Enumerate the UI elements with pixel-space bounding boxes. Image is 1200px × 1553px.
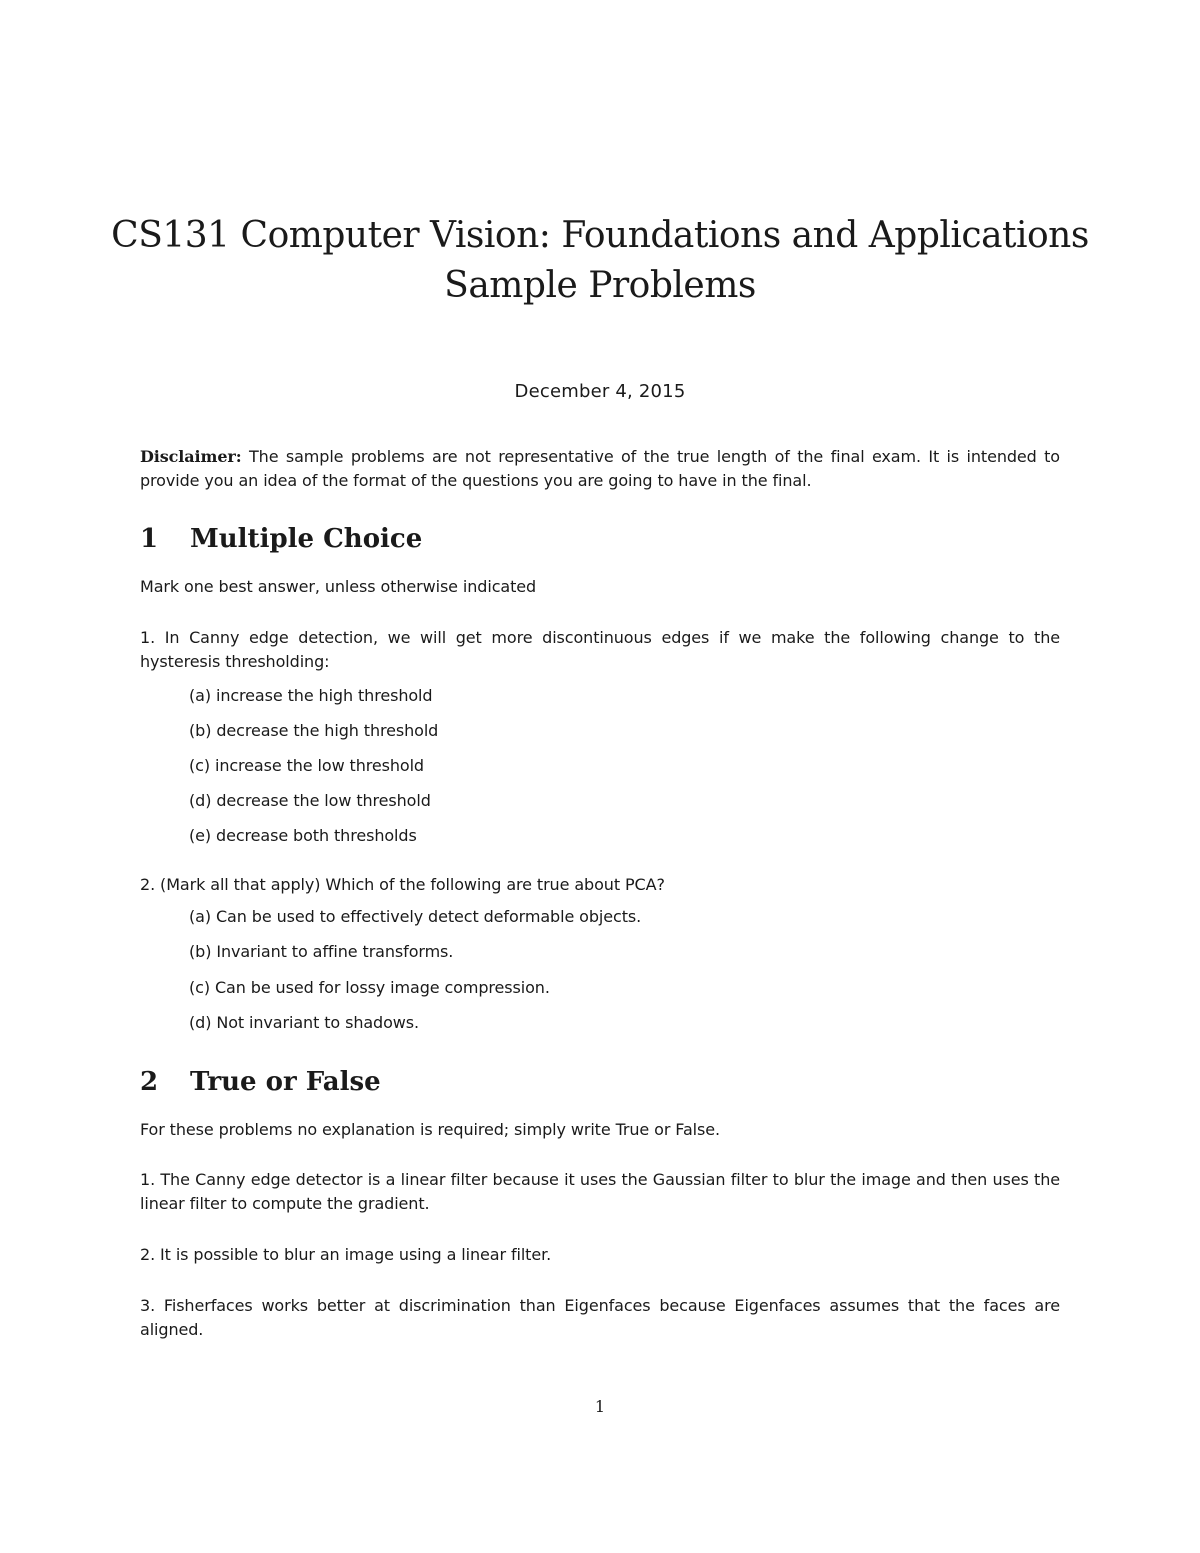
document-title: CS131 Computer Vision: Foundations and Applications [111, 215, 1089, 256]
disclaimer-text: The sample problems are not representative of the true length of the final exam. It is intended to provide you an idea of the format of the questions you are going to have in the final. [140, 447, 1060, 490]
option-item: (d) Not invariant to shadows. [189, 1013, 420, 1032]
section-heading-true-or-false [140, 1067, 381, 1098]
section-title: Multiple Choice [190, 524, 423, 554]
section-instructions: For these problems no explanation is required; simply write True or False. [140, 1120, 720, 1139]
disclaimer [140, 445, 1060, 493]
section-instructions: Mark one best answer, unless otherwise indicated [140, 577, 537, 596]
section-heading-multiple-choice [140, 524, 422, 555]
document-subtitle: Sample Problems [444, 265, 756, 306]
option-item: (c) increase the low threshold [189, 756, 424, 775]
section-number: 2 [140, 1067, 159, 1097]
option-item: (a) increase the high threshold [189, 686, 433, 705]
option-item: (b) Invariant to affine transforms. [189, 942, 454, 961]
question-text: 1. The Canny edge detector is a linear filter because it uses the Gaussian filter to blur the image and then uses the linear filter to compute the gradient. [140, 1170, 1060, 1213]
option-item: (a) Can be used to effectively detect deformable objects. [189, 907, 642, 926]
question-text: 1. In Canny edge detection, we will get more discontinuous edges if we make the following change to the hysteresis thresholding: [140, 628, 1060, 671]
option-item: (c) Can be used for lossy image compression. [189, 978, 550, 997]
document-date: December 4, 2015 [514, 381, 686, 402]
option-item: (d) decrease the low threshold [189, 791, 431, 810]
page-number: 1 [594, 1397, 606, 1416]
option-item: (b) decrease the high threshold [189, 721, 439, 740]
disclaimer-label: Disclaimer: [140, 447, 242, 466]
question-text: 2. It is possible to blur an image using a linear filter. [140, 1245, 552, 1264]
section-number: 1 [140, 524, 159, 554]
option-item: (e) decrease both thresholds [189, 826, 417, 845]
question-text: 2. (Mark all that apply) Which of the following are true about PCA? [140, 875, 665, 894]
section-title: True or False [190, 1067, 381, 1097]
question-text: 3. Fisherfaces works better at discrimination than Eigenfaces because Eigenfaces assumes that the faces are aligned. [140, 1296, 1060, 1339]
